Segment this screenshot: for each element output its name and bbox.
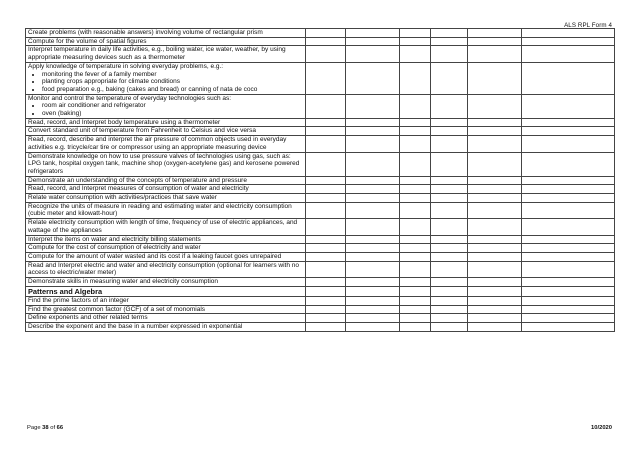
competency-row: [26, 152, 615, 176]
competency-text: [26, 29, 306, 38]
blank-cell: [346, 219, 400, 235]
blank-cell: [346, 314, 400, 323]
blank-cell: [468, 37, 522, 46]
blank-cell: [306, 286, 346, 296]
blank-cell: [522, 286, 615, 296]
blank-cell: [522, 235, 615, 244]
blank-cell: [431, 185, 468, 194]
form-label: ALS RPL Form 4: [564, 22, 612, 29]
blank-cell: [431, 152, 468, 176]
competency-text: [26, 252, 306, 261]
section-heading: [26, 286, 306, 296]
blank-cell: [522, 305, 615, 314]
blank-cell: [522, 29, 615, 38]
blank-cell: [346, 176, 400, 185]
blank-cell: [400, 261, 431, 277]
blank-cell: [400, 235, 431, 244]
competency-text: [26, 202, 306, 218]
blank-cell: [431, 94, 468, 118]
bullet-item: • oven (baking): [42, 110, 303, 118]
blank-cell: [346, 305, 400, 314]
blank-cell: [400, 62, 431, 94]
competency-row: [26, 322, 615, 331]
blank-cell: [431, 261, 468, 277]
blank-cell: [468, 235, 522, 244]
blank-cell: [346, 235, 400, 244]
blank-cell: [400, 322, 431, 331]
blank-cell: [346, 118, 400, 127]
blank-cell: [346, 46, 400, 62]
competency-label: Compute for the amount of water wasted and its cost if a leaking faucet goes unrepaired: [28, 252, 282, 260]
blank-cell: [306, 235, 346, 244]
blank-cell: [400, 176, 431, 185]
competency-row: [26, 185, 615, 194]
competency-row: [26, 176, 615, 185]
blank-cell: [306, 219, 346, 235]
blank-cell: [468, 118, 522, 127]
competency-text: [26, 37, 306, 46]
blank-cell: [522, 46, 615, 62]
blank-cell: [468, 261, 522, 277]
competency-label: Convert standard unit of temperature from Fahrenheit to Celsius and vice versa: [28, 127, 256, 135]
blank-cell: [346, 322, 400, 331]
blank-cell: [306, 194, 346, 203]
blank-cell: [522, 219, 615, 235]
competency-label: Compute for the cost of consumption of electricity and water: [28, 244, 201, 252]
competency-label: Apply knowledge of temperature in solving everyday problems, e.g.:: [28, 62, 224, 70]
competency-row: [26, 202, 615, 218]
blank-cell: [346, 136, 400, 152]
blank-cell: [400, 37, 431, 46]
blank-cell: [306, 305, 346, 314]
blank-cell: [522, 136, 615, 152]
blank-cell: [522, 296, 615, 305]
blank-cell: [306, 314, 346, 323]
blank-cell: [522, 118, 615, 127]
competency-label: Interpret temperature in daily life activities, e.g., boiling water, ice water, weather, by using appropriate measuring devices such as a thermometer: [28, 46, 286, 62]
blank-cell: [346, 252, 400, 261]
blank-cell: [400, 127, 431, 136]
competency-label: Describe the exponent and the base in a number expressed in exponential: [28, 322, 243, 330]
competency-label: Find the prime factors of an integer: [28, 296, 129, 304]
competency-text: [26, 261, 306, 277]
competency-row: [26, 46, 615, 62]
blank-cell: [346, 296, 400, 305]
competency-text: [26, 314, 306, 323]
blank-cell: [522, 94, 615, 118]
blank-cell: [346, 37, 400, 46]
competency-text: [26, 219, 306, 235]
blank-cell: [468, 62, 522, 94]
blank-cell: [400, 152, 431, 176]
competency-text: [26, 62, 306, 94]
blank-cell: [400, 118, 431, 127]
blank-cell: [522, 62, 615, 94]
blank-cell: [522, 127, 615, 136]
competency-row: [26, 296, 615, 305]
blank-cell: [400, 296, 431, 305]
competency-row: [26, 261, 615, 277]
competency-label: Relate water consumption with activities/practices that save water: [28, 194, 217, 202]
blank-cell: [346, 261, 400, 277]
blank-cell: [306, 152, 346, 176]
competency-text: [26, 176, 306, 185]
blank-cell: [468, 244, 522, 253]
blank-cell: [306, 136, 346, 152]
blank-cell: [346, 194, 400, 203]
blank-cell: [468, 152, 522, 176]
competency-text: [26, 235, 306, 244]
competency-row: [26, 194, 615, 203]
blank-cell: [346, 202, 400, 218]
blank-cell: [400, 94, 431, 118]
blank-cell: [400, 194, 431, 203]
blank-cell: [468, 296, 522, 305]
blank-cell: [431, 194, 468, 203]
competency-row: [26, 305, 615, 314]
page-number: Page 38 of 66: [27, 425, 64, 431]
competency-text: [26, 278, 306, 287]
blank-cell: [400, 286, 431, 296]
blank-cell: [522, 152, 615, 176]
section-heading-row: [26, 286, 615, 296]
blank-cell: [468, 202, 522, 218]
blank-cell: [431, 176, 468, 185]
blank-cell: [522, 176, 615, 185]
blank-cell: [522, 314, 615, 323]
blank-cell: [468, 322, 522, 331]
blank-cell: [346, 29, 400, 38]
blank-cell: [522, 322, 615, 331]
blank-cell: [468, 252, 522, 261]
competency-label: Demonstrate skills in measuring water and electricity consumption: [28, 278, 219, 286]
blank-cell: [400, 219, 431, 235]
competency-text: [26, 94, 306, 118]
blank-cell: [468, 286, 522, 296]
competency-text: [26, 296, 306, 305]
blank-cell: [522, 202, 615, 218]
competency-row: [26, 29, 615, 38]
blank-cell: [431, 252, 468, 261]
competency-label: Interpret the items on water and electricity billing statements: [28, 235, 201, 243]
competency-label: Compute for the volume of spatial figures: [28, 37, 147, 45]
competency-label: Patterns and Algebra: [28, 286, 103, 296]
blank-cell: [431, 136, 468, 152]
competency-label: Create problems (with reasonable answers) involving volume of rectangular prism: [28, 29, 263, 36]
competency-text: [26, 185, 306, 194]
blank-cell: [306, 94, 346, 118]
competency-row: [26, 62, 615, 94]
blank-cell: [400, 136, 431, 152]
competency-text: [26, 152, 306, 176]
blank-cell: [522, 185, 615, 194]
competency-row: [26, 94, 615, 118]
blank-cell: [522, 194, 615, 203]
blank-cell: [522, 252, 615, 261]
competency-label: Find the greatest common factor (GCF) of a set of monomials: [28, 305, 206, 313]
competency-row: [26, 278, 615, 287]
blank-cell: [431, 29, 468, 38]
blank-cell: [468, 278, 522, 287]
competency-label: Read, record, describe and interpret the air pressure of common objects used in everyday activities e.g. tricycle/car tire or compressor using an appropriate measuring device: [28, 136, 287, 151]
blank-cell: [468, 219, 522, 235]
competency-text: [26, 305, 306, 314]
blank-cell: [431, 37, 468, 46]
competency-label: Monitor and control the temperature of everyday technologies such as:: [28, 94, 232, 102]
blank-cell: [306, 244, 346, 253]
blank-cell: [431, 62, 468, 94]
blank-cell: [468, 305, 522, 314]
blank-cell: [468, 185, 522, 194]
blank-cell: [431, 235, 468, 244]
competency-label: Relate electricity consumption with length of time, frequency of use of electric appliances, and wattage of the appliances: [28, 219, 298, 234]
competency-label: Read, record, and Interpret measures of consumption of water and electricity: [28, 185, 249, 193]
competency-text: [26, 136, 306, 152]
competency-text: [26, 46, 306, 62]
blank-cell: [346, 62, 400, 94]
blank-cell: [346, 185, 400, 194]
blank-cell: [306, 296, 346, 305]
competency-text: [26, 118, 306, 127]
blank-cell: [431, 286, 468, 296]
competency-label: Read and Interpret electric and water and electricity consumption (optional for learners with no access to electric/water meter): [28, 261, 299, 277]
blank-cell: [306, 118, 346, 127]
competency-text: [26, 244, 306, 253]
bullet-item: • food preparation e.g., baking (cakes and bread) or canning of nata de coco: [42, 86, 303, 94]
competency-text: [26, 194, 306, 203]
blank-cell: [306, 46, 346, 62]
blank-cell: [400, 278, 431, 287]
blank-cell: [306, 127, 346, 136]
blank-cell: [306, 322, 346, 331]
blank-cell: [306, 176, 346, 185]
blank-cell: [346, 152, 400, 176]
blank-cell: [431, 219, 468, 235]
competency-text: [26, 322, 306, 331]
competency-label: Read, record, and Interpret body temperature using a thermometer: [28, 118, 221, 126]
blank-cell: [400, 252, 431, 261]
blank-cell: [346, 286, 400, 296]
competency-text: [26, 127, 306, 136]
blank-cell: [400, 202, 431, 218]
bullet-item: • room air conditioner and refrigerator: [42, 102, 303, 110]
blank-cell: [431, 244, 468, 253]
blank-cell: [306, 202, 346, 218]
competency-row: [26, 219, 615, 235]
blank-cell: [306, 278, 346, 287]
blank-cell: [522, 278, 615, 287]
blank-cell: [400, 314, 431, 323]
blank-cell: [468, 314, 522, 323]
blank-cell: [346, 244, 400, 253]
blank-cell: [306, 62, 346, 94]
footer-date: 10/2020: [591, 425, 612, 431]
competency-row: [26, 235, 615, 244]
blank-cell: [431, 296, 468, 305]
competency-row: [26, 118, 615, 127]
blank-cell: [306, 29, 346, 38]
blank-cell: [400, 46, 431, 62]
blank-cell: [431, 118, 468, 127]
blank-cell: [431, 322, 468, 331]
blank-cell: [431, 314, 468, 323]
bullet-item: • monitoring the fever of a family member: [42, 71, 303, 79]
competency-label: Define exponents and other related terms: [28, 314, 148, 322]
blank-cell: [346, 94, 400, 118]
blank-cell: [306, 185, 346, 194]
blank-cell: [400, 29, 431, 38]
competency-row: [26, 252, 615, 261]
blank-cell: [346, 278, 400, 287]
blank-cell: [306, 261, 346, 277]
competency-row: [26, 37, 615, 46]
competency-label: Demonstrate an understanding of the concepts of temperature and pressure: [28, 176, 247, 184]
blank-cell: [400, 244, 431, 253]
blank-cell: [468, 29, 522, 38]
blank-cell: [346, 127, 400, 136]
blank-cell: [522, 37, 615, 46]
blank-cell: [522, 244, 615, 253]
blank-cell: [306, 252, 346, 261]
blank-cell: [468, 136, 522, 152]
competency-table: [25, 28, 615, 332]
blank-cell: [431, 127, 468, 136]
blank-cell: [522, 261, 615, 277]
competency-rows: [26, 29, 615, 332]
blank-cell: [431, 46, 468, 62]
competency-row: [26, 127, 615, 136]
blank-cell: [431, 202, 468, 218]
competency-row: [26, 244, 615, 253]
blank-cell: [468, 194, 522, 203]
competency-label: Demonstrate knowledge on how to use pressure valves of technologies using gas, such as: LPG tank, hospital oxygen tank, machine shop (oxygen-acetylene gas) and kerosene powered refrigerators: [28, 152, 300, 175]
blank-cell: [468, 46, 522, 62]
competency-label: Recognize the units of measure in reading and estimating water and electricity consumption (cubic meter and kilowatt-hour): [28, 202, 292, 218]
blank-cell: [468, 94, 522, 118]
competency-row: [26, 314, 615, 323]
blank-cell: [431, 278, 468, 287]
blank-cell: [400, 185, 431, 194]
competency-row: [26, 136, 615, 152]
blank-cell: [400, 305, 431, 314]
bullet-item: • planting crops appropriate for climate conditions: [42, 78, 303, 86]
blank-cell: [468, 127, 522, 136]
blank-cell: [468, 176, 522, 185]
bullet-list: [28, 71, 303, 94]
blank-cell: [431, 305, 468, 314]
blank-cell: [306, 37, 346, 46]
bullet-list: [28, 102, 303, 117]
